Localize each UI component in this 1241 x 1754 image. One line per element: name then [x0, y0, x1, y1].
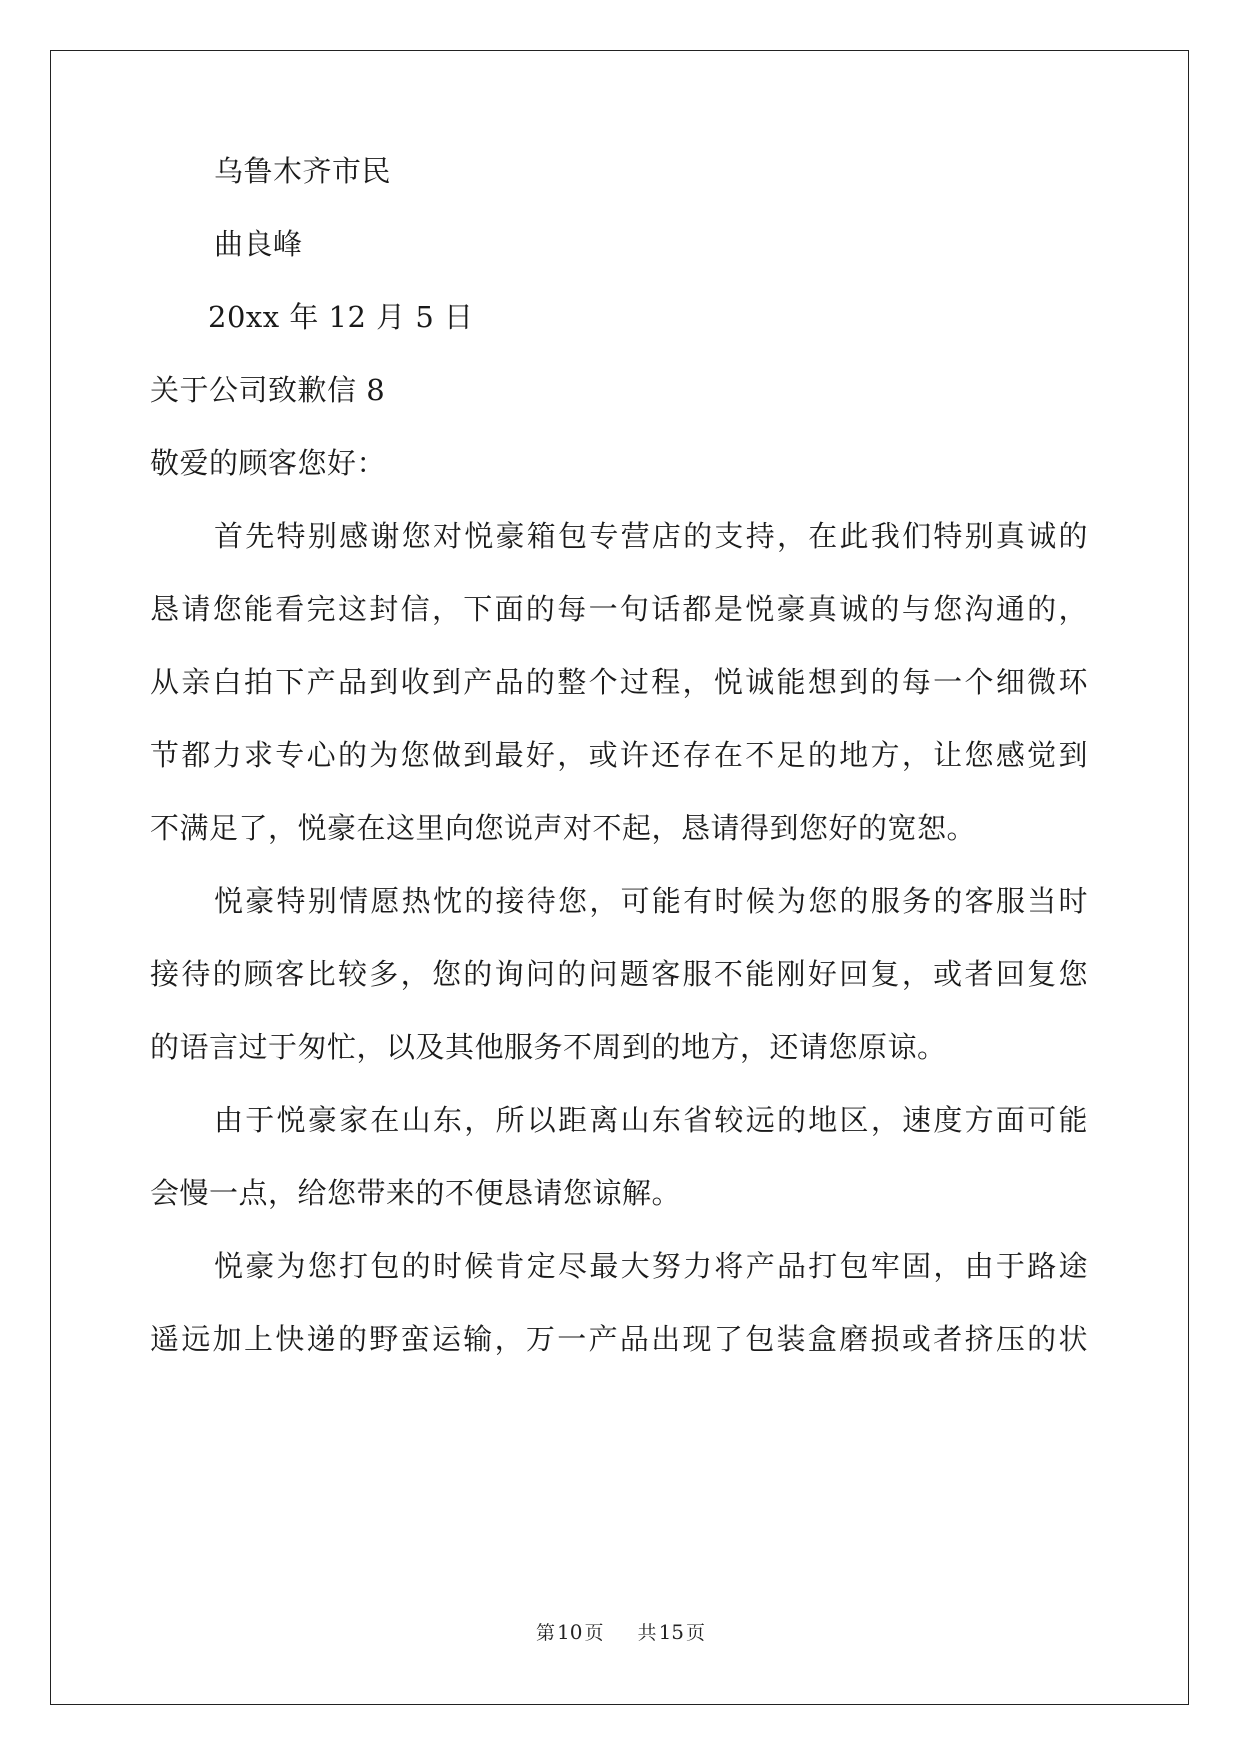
page-prefix: 第 [535, 1622, 555, 1644]
paragraph-line: 从亲白拍下产品到收到产品的整个过程，悦诚能想到的每一个细微环 [150, 665, 1088, 699]
total-prefix: 共 [637, 1622, 657, 1644]
signature-date: 20xx 年 12 月 5 日 [208, 300, 474, 334]
paragraph-line: 接待的顾客比较多，您的询问的问题客服不能刚好回复，或者回复您 [150, 957, 1088, 991]
paragraph-line: 悦豪特别情愿热忱的接待您，可能有时候为您的服务的客服当时 [214, 884, 1088, 918]
total-suffix: 页 [686, 1622, 706, 1644]
page-suffix: 页 [584, 1622, 604, 1644]
paragraph-line: 会慢一点，给您带来的不便恳请您谅解。 [150, 1176, 682, 1210]
paragraph-line: 由于悦豪家在山东，所以距离山东省较远的地区，速度方面可能 [214, 1103, 1088, 1137]
page-current: 10 [556, 1620, 583, 1644]
signature-name: 曲良峰 [214, 227, 303, 261]
paragraph-line: 节都力求专心的为您做到最好，或许还存在不足的地方，让您感觉到 [150, 738, 1088, 772]
paragraph-line: 恳请您能看完这封信，下面的每一句话都是悦豪真诚的与您沟通的， [150, 592, 1088, 626]
greeting: 敬爱的顾客您好： [150, 446, 387, 480]
page-total: 15 [658, 1620, 685, 1644]
paragraph-line: 首先特别感谢您对悦豪箱包专营店的支持，在此我们特别真诚的 [214, 519, 1088, 553]
paragraph-line: 不满足了，悦豪在这里向您说声对不起，恳请得到您好的宽恕。 [150, 811, 977, 845]
signature-sender: 乌鲁木齐市民 [214, 154, 392, 188]
section-title: 关于公司致歉信 8 [150, 373, 386, 407]
paragraph-line: 遥远加上快递的野蛮运输，万一产品出现了包装盒磨损或者挤压的状 [150, 1322, 1088, 1356]
paragraph-line: 的语言过于匆忙，以及其他服务不周到的地方，还请您原谅。 [150, 1030, 947, 1064]
page-footer [0, 1620, 1241, 1645]
paragraph-line: 悦豪为您打包的时候肯定尽最大努力将产品打包牢固，由于路途 [214, 1249, 1088, 1283]
